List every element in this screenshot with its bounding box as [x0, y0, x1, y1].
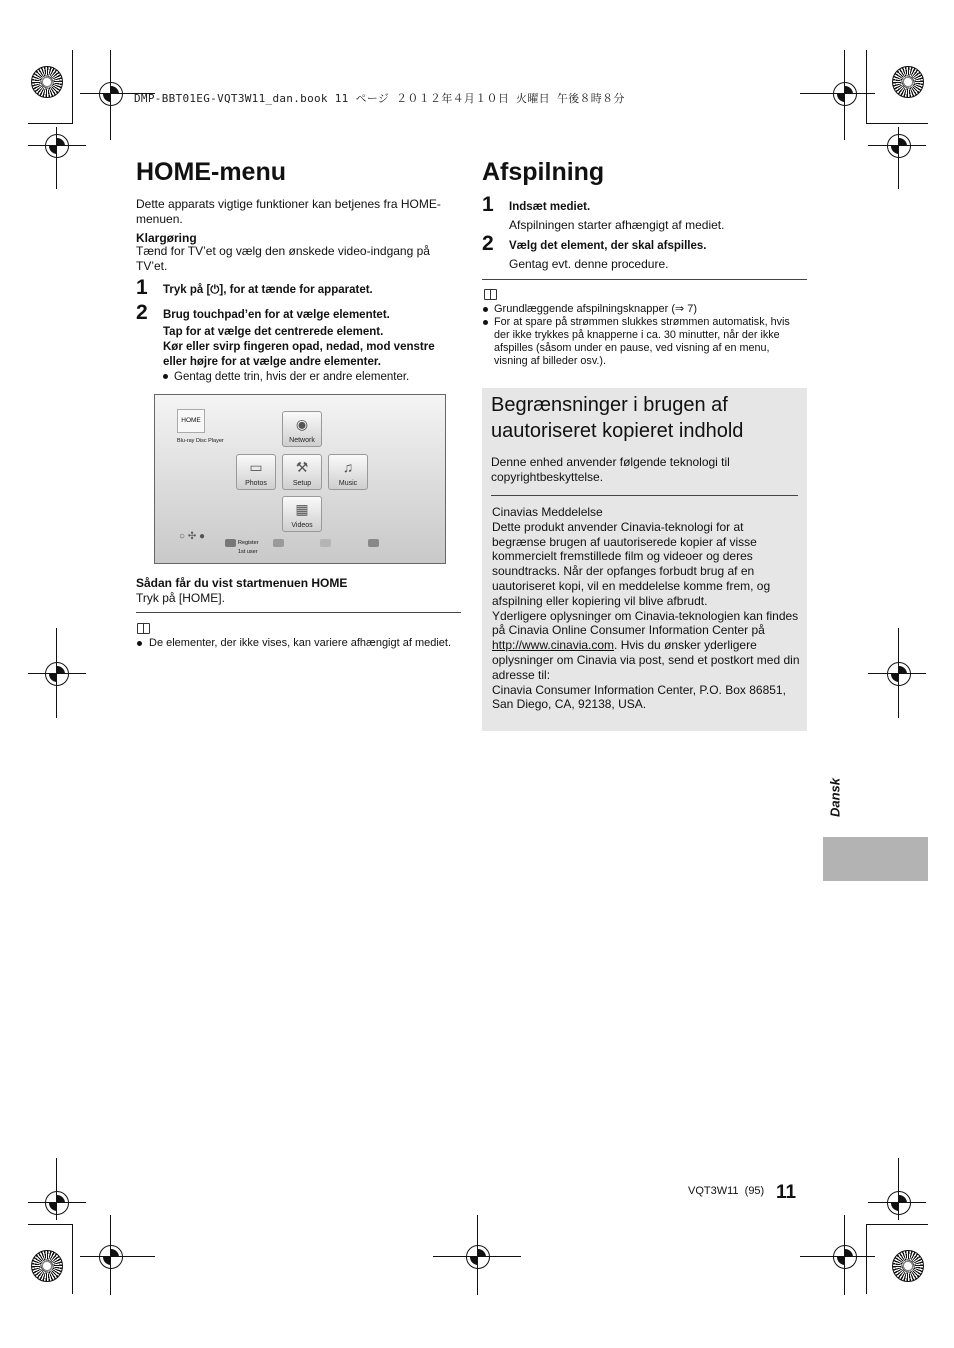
crop-line [28, 145, 86, 146]
register-label: Register 1st user [238, 540, 259, 555]
globe-icon: ◉ [295, 416, 309, 432]
crop-line [80, 1256, 155, 1257]
network-tile: ◉ Network [282, 411, 322, 447]
registration-sunburst-mark [892, 66, 924, 98]
crop-line [28, 673, 86, 674]
crop-line [866, 1224, 867, 1294]
crop-line [72, 1224, 73, 1294]
photos-tile: ▭ Photos [236, 454, 276, 490]
playback-step-1-text: Afspilningen starter afhængigt af mediet. [509, 218, 725, 232]
step-2-bullet: Gentag dette trin, hvis der er andre elementer. [163, 370, 409, 385]
crosshair-mark [466, 1245, 490, 1269]
crop-line [868, 1202, 926, 1203]
language-label: Dansk [827, 777, 843, 818]
registration-sunburst-mark [892, 1250, 924, 1282]
language-tab [823, 837, 928, 881]
crosshair-mark [99, 1245, 123, 1269]
step-number: 1 [482, 193, 494, 216]
crop-line [28, 1202, 86, 1203]
divider [491, 495, 798, 496]
home-note: De elementer, der ikke vises, kan variere afhængigt af mediet. [137, 637, 455, 650]
divider [482, 279, 807, 280]
crop-line [56, 127, 57, 189]
navigation-pad-icon: ○ ✣ ● [179, 531, 206, 542]
file-info-header: DMP-BBT01EG-VQT3W11_dan.book 11 ページ ２０１２年４月１０日 火曜日 午後８時８分 [134, 92, 625, 105]
crop-line [898, 127, 899, 189]
videos-tile: ▦ Videos [282, 496, 322, 532]
crosshair-mark [45, 662, 69, 686]
registration-sunburst-mark [31, 1250, 63, 1282]
crop-line [477, 1215, 478, 1295]
step-2-line: Brug touchpad’en for at vælge elementet. [163, 309, 390, 321]
music-tile: ♫ Music [328, 454, 368, 490]
restrictions-title: Begrænsninger i brugen af uautoriseret kopieret indhold [491, 394, 744, 442]
divider [136, 612, 461, 613]
book-note-icon [484, 289, 497, 300]
playback-note: For at spare på strømmen slukkes strømmen automatisk, hvis der ikke trykkes på knapperne i ca. 30 minutter, når der ikke afspilles (såsom under en pause, ved visning af en menu, visning af billeder osv.). [483, 316, 805, 368]
home-menu-intro: Dette apparats vigtige funktioner kan betjenes fra HOME-menuen. [136, 197, 441, 226]
blue-button-chip [368, 539, 379, 547]
green-button-chip [273, 539, 284, 547]
crop-line [844, 1215, 845, 1295]
crosshair-mark [887, 662, 911, 686]
step-2-line: eller højre for at vælge andre elementer. [163, 356, 381, 368]
photos-icon: ▭ [249, 459, 263, 475]
playback-title: Afspilning [482, 158, 605, 186]
film-icon: ▦ [295, 501, 309, 517]
home-menu-screenshot [154, 394, 446, 564]
home-menu-title: HOME-menu [136, 158, 286, 186]
crop-line [28, 123, 73, 124]
yellow-button-chip [320, 539, 331, 547]
step-2-line: Tap for at vælge det centrerede element. [163, 326, 384, 338]
step-2-line: Kør eller svirp fingeren opad, nedad, mod venstre [163, 341, 435, 353]
crop-line [56, 1158, 57, 1220]
playback-step-2-text: Gentag evt. denne procedure. [509, 257, 669, 271]
show-home-text: Tryk på [HOME]. [136, 591, 225, 605]
step-number: 1 [136, 276, 148, 299]
crop-line [433, 1256, 521, 1257]
book-note-icon [137, 623, 150, 634]
crosshair-mark [45, 1191, 69, 1215]
step-number: 2 [482, 232, 494, 255]
music-note-icon: ♫ [342, 459, 354, 475]
setup-tile: ⚒ Setup [282, 454, 322, 490]
crop-line [28, 1224, 73, 1225]
crop-line [110, 50, 111, 140]
red-button-chip [225, 539, 236, 547]
restrictions-box [482, 388, 807, 731]
crosshair-mark [99, 82, 123, 106]
crop-line [72, 50, 73, 123]
prep-title: Klargøring [136, 231, 197, 245]
crop-line [868, 145, 926, 146]
show-home-title: Sådan får du vist startmenuen HOME [136, 576, 348, 590]
playback-note: Grundlæggende afspilningsknapper (⇒ 7) [483, 303, 805, 316]
home-label: HOME [177, 409, 205, 433]
footer-code: VQT3W11 (95) [688, 1185, 765, 1197]
crop-line [800, 1256, 875, 1257]
crop-line [866, 50, 867, 123]
prep-text: Tænd for TV’et og vælg den ønskede video-indgang på TV’et. [136, 244, 430, 273]
crosshair-mark [833, 1245, 857, 1269]
crosshair-mark [887, 134, 911, 158]
crosshair-mark [833, 82, 857, 106]
registration-sunburst-mark [31, 66, 63, 98]
crop-line [868, 673, 926, 674]
crop-line [844, 50, 845, 140]
step-1-text: Tryk på [⏻], for at tænde for apparatet. [163, 284, 373, 296]
page-number: 11 [776, 1182, 797, 1203]
playback-step-2-title: Vælg det element, der skal afspilles. [509, 240, 707, 252]
cinavia-link[interactable]: http://www.cinavia.com [492, 638, 615, 653]
cinavia-notice: Cinavias Meddelelse Dette produkt anvender Cinavia-teknologi for at begrænse brugen af uautoriserede kopier af visse kommercielt fremstillede film og videoer og deres soundtracks. Når der opfanges forbudt brug af en uautoriseret kopi, vil en meddelelse komme frem, og afspilning eller kopiering vil blive afbrudt. Yderligere oplysninger om Cinavia-teknologien kan findes på Cinavia Online Consumer Information Center på http://www.cinavia.com. Hvis du ønsker yderligere oplysninger om Cinavia via post, send et postkort med din adresse til: Cinavia Consumer Information Center, P.O. Box 86851, San Diego, CA, 92138, USA. [492, 505, 800, 712]
crosshair-mark [887, 1191, 911, 1215]
crop-line [110, 1215, 111, 1295]
crop-line [866, 123, 928, 124]
device-label: Blu-ray Disc Player [177, 438, 224, 444]
crosshair-mark [45, 134, 69, 158]
tools-icon: ⚒ [295, 459, 309, 475]
crop-line [866, 1224, 928, 1225]
step-number: 2 [136, 301, 148, 324]
crop-line [898, 1158, 899, 1220]
crop-line [800, 93, 875, 94]
playback-step-1-title: Indsæt mediet. [509, 201, 591, 213]
restrictions-intro: Denne enhed anvender følgende teknologi til copyrightbeskyttelse. [491, 455, 730, 484]
